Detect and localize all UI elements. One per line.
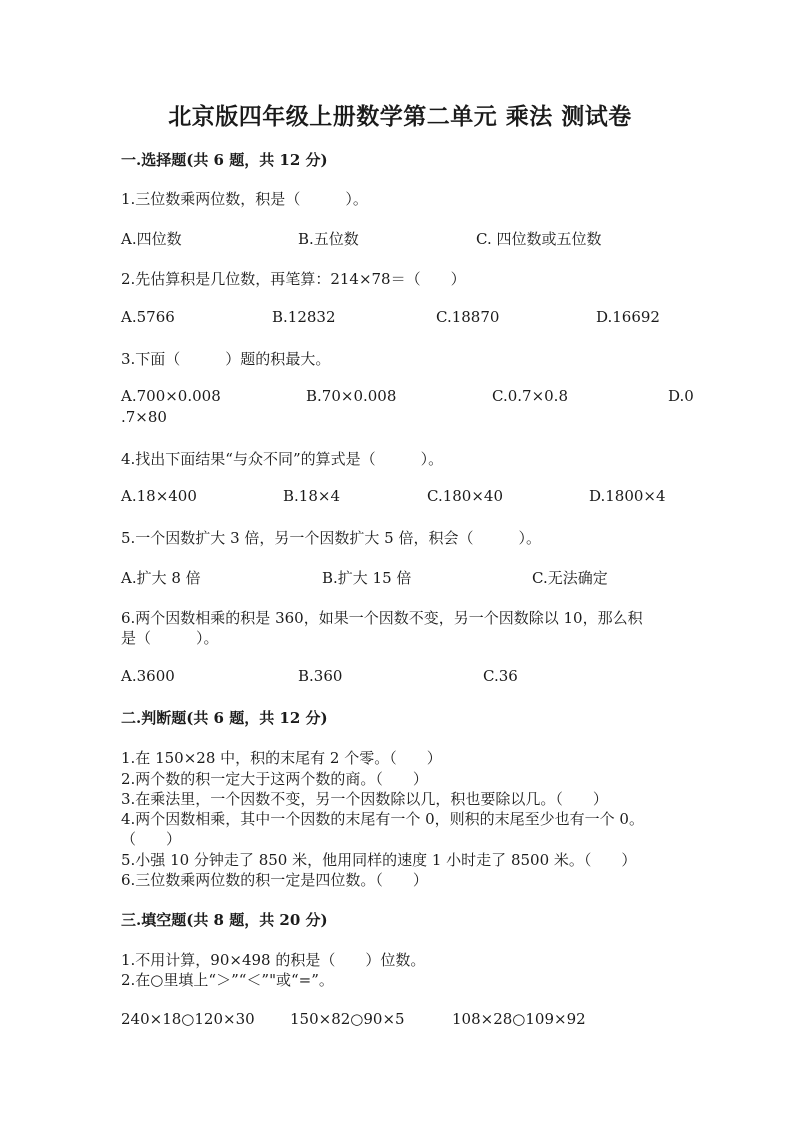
page-title: 北京版四年级上册数学第二单元 乘法 测试卷 xyxy=(168,103,632,130)
judgement-item-2: 2.两个数的积一定大于这两个数的商。（ ） xyxy=(121,770,428,788)
question-4-option-b: B.18×4 xyxy=(283,487,340,505)
judgement-item-3: 3.在乘法里，一个因数不变，另一个因数除以几，积也要除以几。（ ） xyxy=(121,790,608,808)
fill-item-1: 1.不用计算，90×498 的积是（ ）位数。 xyxy=(121,951,426,969)
comparison-expression-1: 240×18○120×30 xyxy=(121,1010,255,1028)
question-3-option-b: B.70×0.008 xyxy=(306,387,397,405)
question-2-option-b: B.12832 xyxy=(272,308,336,326)
judgement-item-1: 1.在 150×28 中，积的末尾有 2 个零。（ ） xyxy=(121,749,442,767)
question-5-option-c: C.无法确定 xyxy=(532,569,608,587)
question-2-option-a: A.5766 xyxy=(121,308,175,326)
judgement-item-4-wrap: （ ） xyxy=(121,830,182,848)
question-3-option-d-wrap: .7×80 xyxy=(121,408,167,426)
question-3: 3.下面（ ）题的积最大。 xyxy=(121,350,331,368)
question-1: 1.三位数乘两位数，积是（ ）。 xyxy=(121,190,368,208)
question-6-wrap: 是（ ）。 xyxy=(121,629,219,647)
question-6-option-a: A.3600 xyxy=(121,667,175,685)
question-3-option-a: A.700×0.008 xyxy=(121,387,221,405)
question-1-option-b: B.五位数 xyxy=(298,230,359,248)
question-2-option-c: C.18870 xyxy=(436,308,500,326)
question-6: 6.两个因数相乘的积是 360，如果一个因数不变，另一个因数除以 10，那么积 xyxy=(121,609,643,627)
question-2: 2.先估算积是几位数，再笔算：214×78＝（ ） xyxy=(121,270,466,288)
question-1-option-a: A.四位数 xyxy=(121,230,182,248)
question-1-option-c: C. 四位数或五位数 xyxy=(476,230,602,248)
comparison-expression-3: 108×28○109×92 xyxy=(452,1010,586,1028)
section-heading-choice: 一.选择题(共 6 题，共 12 分) xyxy=(121,151,328,169)
section-heading-judgement: 二.判断题(共 6 题，共 12 分) xyxy=(121,709,328,727)
judgement-item-6: 6.三位数乘两位数的积一定是四位数。（ ） xyxy=(121,871,428,889)
question-4: 4.找出下面结果“与众不同”的算式是（ ）。 xyxy=(121,450,444,468)
question-4-option-a: A.18×400 xyxy=(121,487,197,505)
comparison-expression-2: 150×82○90×5 xyxy=(290,1010,405,1028)
question-6-option-c: C.36 xyxy=(483,667,518,685)
question-5-option-b: B.扩大 15 倍 xyxy=(322,569,412,587)
question-5-option-a: A.扩大 8 倍 xyxy=(121,569,201,587)
question-6-option-b: B.360 xyxy=(298,667,343,685)
question-5: 5.一个因数扩大 3 倍，另一个因数扩大 5 倍，积会（ ）。 xyxy=(121,529,541,547)
question-3-option-c: C.0.7×0.8 xyxy=(492,387,568,405)
question-3-option-d: D.0 xyxy=(668,387,694,405)
judgement-item-5: 5.小强 10 分钟走了 850 米，他用同样的速度 1 小时走了 8500 米。（ ） xyxy=(121,851,637,869)
question-4-option-d: D.1800×4 xyxy=(589,487,666,505)
judgement-item-4: 4.两个因数相乘，其中一个因数的末尾有一个 0，则积的末尾至少也有一个 0。 xyxy=(121,810,644,828)
section-heading-fill-in: 三.填空题(共 8 题，共 20 分) xyxy=(121,911,328,929)
question-2-option-d: D.16692 xyxy=(596,308,660,326)
question-4-option-c: C.180×40 xyxy=(427,487,503,505)
fill-item-2: 2.在○里填上“＞”“＜”"或“=”。 xyxy=(121,971,334,989)
